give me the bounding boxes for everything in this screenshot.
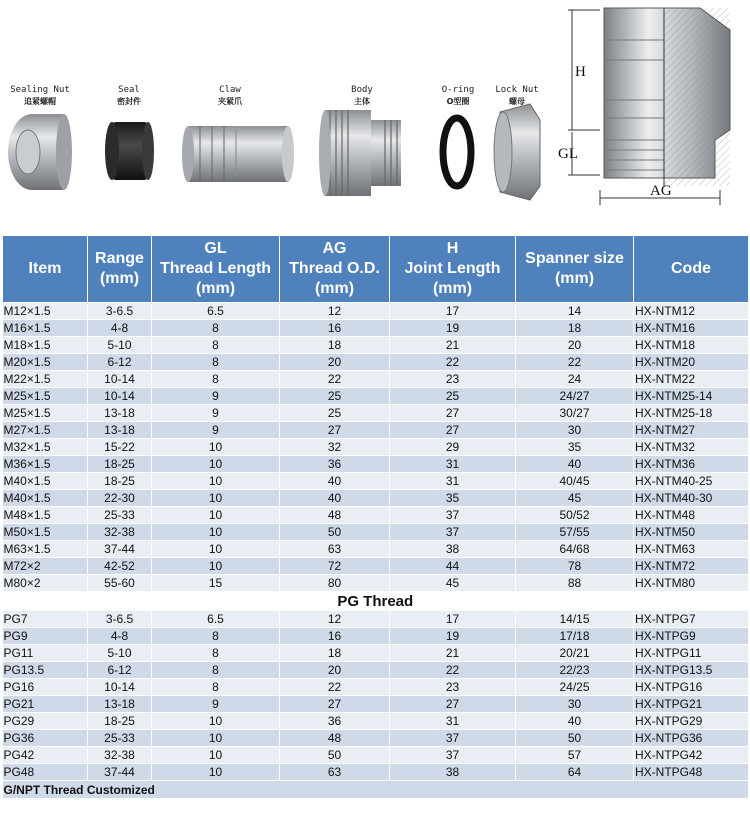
cell-spanner: 40 — [516, 713, 634, 730]
table-row — [3, 524, 749, 541]
cell-code: HX-NTM27 — [634, 422, 749, 439]
cell-gl: 10 — [152, 541, 280, 558]
cell-spanner: 24 — [516, 371, 634, 388]
o-ring-image — [443, 118, 471, 186]
cell-code: HX-NTM80 — [634, 575, 749, 592]
cell-code: HX-NTM63 — [634, 541, 749, 558]
cell-item: M27×1.5 — [3, 422, 88, 439]
cell-spanner: 64 — [516, 764, 634, 781]
cell-code: HX-NTM40-30 — [634, 490, 749, 507]
cell-code: HX-NTM32 — [634, 439, 749, 456]
table-row — [3, 490, 749, 507]
cell-code: HX-NTM25-18 — [634, 405, 749, 422]
cell-h: 23 — [390, 371, 516, 388]
technical-drawing — [558, 8, 730, 205]
cell-ag: 48 — [280, 730, 390, 747]
cell-code: HX-NTPG7 — [634, 611, 749, 628]
table-row — [3, 337, 749, 354]
cell-h: 22 — [390, 354, 516, 371]
cell-code: HX-NTM40-25 — [634, 473, 749, 490]
parts-drawing — [0, 0, 750, 234]
cell-spanner: 24/25 — [516, 679, 634, 696]
table-row — [3, 371, 749, 388]
cell-range: 10-14 — [88, 388, 152, 405]
cell-gl: 9 — [152, 388, 280, 405]
cell-item: PG21 — [3, 696, 88, 713]
cell-ag: 36 — [280, 456, 390, 473]
table-row — [3, 422, 749, 439]
cell-gl: 8 — [152, 628, 280, 645]
cell-ag: 50 — [280, 747, 390, 764]
cell-gl: 10 — [152, 524, 280, 541]
cell-h: 21 — [390, 337, 516, 354]
cell-gl: 10 — [152, 558, 280, 575]
cell-gl: 6.5 — [152, 303, 280, 320]
cell-h: 27 — [390, 422, 516, 439]
cell-spanner: 22/23 — [516, 662, 634, 679]
cell-item: M63×1.5 — [3, 541, 88, 558]
footer-note: G/NPT Thread Customized — [3, 781, 749, 799]
cell-range: 42-52 — [88, 558, 152, 575]
cell-spanner: 18 — [516, 320, 634, 337]
cell-item: M50×1.5 — [3, 524, 88, 541]
cell-item: PG13.5 — [3, 662, 88, 679]
cell-item: M25×1.5 — [3, 405, 88, 422]
cell-h: 17 — [390, 303, 516, 320]
cell-spanner: 20/21 — [516, 645, 634, 662]
cell-item: M80×2 — [3, 575, 88, 592]
cell-h: 37 — [390, 747, 516, 764]
part-name-en: Seal — [118, 85, 140, 95]
cell-h: 45 — [390, 575, 516, 592]
cell-h: 37 — [390, 507, 516, 524]
table-row — [3, 730, 749, 747]
cell-ag: 22 — [280, 679, 390, 696]
cell-item: PG29 — [3, 713, 88, 730]
cell-range: 55-60 — [88, 575, 152, 592]
pg-section — [3, 592, 749, 611]
part-name-en: O-ring — [441, 85, 475, 95]
cell-range: 5-10 — [88, 337, 152, 354]
cell-h: 23 — [390, 679, 516, 696]
cell-spanner: 14 — [516, 303, 634, 320]
table-row — [3, 303, 749, 320]
cell-spanner: 64/68 — [516, 541, 634, 558]
table-row — [3, 628, 749, 645]
header-spanner: Spanner size (mm) — [516, 236, 634, 303]
cell-ag: 20 — [280, 662, 390, 679]
cell-gl: 10 — [152, 473, 280, 490]
cell-item: PG16 — [3, 679, 88, 696]
table-row — [3, 679, 749, 696]
cell-code: HX-NTM12 — [634, 303, 749, 320]
cell-item: M16×1.5 — [3, 320, 88, 337]
table-row — [3, 611, 749, 628]
dim-label-h: H — [575, 64, 586, 80]
cell-code: HX-NTPG42 — [634, 747, 749, 764]
cell-ag: 12 — [280, 303, 390, 320]
pg-rows — [3, 611, 749, 781]
part-name-zh: 夹紧爪 — [218, 97, 242, 106]
table-row — [3, 473, 749, 490]
cell-item: PG11 — [3, 645, 88, 662]
table-row — [3, 696, 749, 713]
cell-ag: 25 — [280, 405, 390, 422]
cell-code: HX-NTM16 — [634, 320, 749, 337]
sealing-nut-image — [8, 114, 72, 190]
cell-item: M12×1.5 — [3, 303, 88, 320]
cell-spanner: 30 — [516, 422, 634, 439]
cell-range: 18-25 — [88, 473, 152, 490]
table-row — [3, 456, 749, 473]
cell-spanner: 24/27 — [516, 388, 634, 405]
header-h: H Joint Length (mm) — [390, 236, 516, 303]
header-code: Code — [634, 236, 749, 303]
cell-h: 37 — [390, 730, 516, 747]
table-row — [3, 747, 749, 764]
cell-item: M18×1.5 — [3, 337, 88, 354]
cell-h: 35 — [390, 490, 516, 507]
cell-h: 25 — [390, 388, 516, 405]
cell-spanner: 50/52 — [516, 507, 634, 524]
cell-code: HX-NTPG16 — [634, 679, 749, 696]
cell-code: HX-NTPG36 — [634, 730, 749, 747]
cell-range: 3-6.5 — [88, 303, 152, 320]
cell-item: M36×1.5 — [3, 456, 88, 473]
cell-range: 4-8 — [88, 628, 152, 645]
cell-ag: 27 — [280, 696, 390, 713]
cell-h: 38 — [390, 541, 516, 558]
cell-h: 31 — [390, 713, 516, 730]
cell-gl: 8 — [152, 679, 280, 696]
table-row — [3, 764, 749, 781]
cell-code: HX-NTPG48 — [634, 764, 749, 781]
cell-ag: 40 — [280, 473, 390, 490]
cell-range: 6-12 — [88, 662, 152, 679]
cell-ag: 18 — [280, 645, 390, 662]
footer-row — [3, 781, 749, 799]
cell-range: 6-12 — [88, 354, 152, 371]
cell-gl: 9 — [152, 422, 280, 439]
table-row — [3, 405, 749, 422]
cell-range: 13-18 — [88, 405, 152, 422]
pg-section-title-row — [3, 592, 749, 611]
cell-item: PG36 — [3, 730, 88, 747]
cell-spanner: 45 — [516, 490, 634, 507]
lock-nut-image — [494, 104, 540, 200]
cell-spanner: 30 — [516, 696, 634, 713]
cell-gl: 10 — [152, 730, 280, 747]
cell-spanner: 40/45 — [516, 473, 634, 490]
product-illustration-area — [0, 0, 750, 234]
cell-ag: 80 — [280, 575, 390, 592]
part-name-zh: 密封件 — [117, 97, 141, 106]
cell-code: HX-NTM50 — [634, 524, 749, 541]
cell-spanner: 14/15 — [516, 611, 634, 628]
pg-section-title: PG Thread — [3, 592, 749, 611]
cell-ag: 18 — [280, 337, 390, 354]
cell-h: 27 — [390, 405, 516, 422]
cell-range: 15-22 — [88, 439, 152, 456]
cell-spanner: 22 — [516, 354, 634, 371]
cell-code: HX-NTM18 — [634, 337, 749, 354]
cell-ag: 36 — [280, 713, 390, 730]
cell-item: PG42 — [3, 747, 88, 764]
cell-item: PG48 — [3, 764, 88, 781]
cell-gl: 8 — [152, 645, 280, 662]
cell-code: HX-NTM25-14 — [634, 388, 749, 405]
cell-range: 37-44 — [88, 764, 152, 781]
table-row — [3, 713, 749, 730]
cell-range: 4-8 — [88, 320, 152, 337]
cell-h: 31 — [390, 473, 516, 490]
cell-spanner: 57/55 — [516, 524, 634, 541]
cell-range: 32-38 — [88, 747, 152, 764]
cell-spanner: 88 — [516, 575, 634, 592]
cell-range: 3-6.5 — [88, 611, 152, 628]
cell-spanner: 40 — [516, 456, 634, 473]
cell-h: 44 — [390, 558, 516, 575]
cell-h: 27 — [390, 696, 516, 713]
cell-spanner: 35 — [516, 439, 634, 456]
cell-range: 25-33 — [88, 507, 152, 524]
cell-range: 22-30 — [88, 490, 152, 507]
cell-gl: 10 — [152, 747, 280, 764]
cell-h: 38 — [390, 764, 516, 781]
table-row — [3, 320, 749, 337]
cell-ag: 50 — [280, 524, 390, 541]
cell-ag: 63 — [280, 541, 390, 558]
claw-image — [182, 126, 294, 182]
part-name-zh: 主体 — [354, 97, 370, 106]
cell-spanner: 20 — [516, 337, 634, 354]
table-row — [3, 662, 749, 679]
part-name-en: Body — [351, 85, 373, 95]
cell-gl: 10 — [152, 507, 280, 524]
cell-item: M40×1.5 — [3, 490, 88, 507]
body-image — [319, 110, 401, 196]
cell-h: 37 — [390, 524, 516, 541]
cell-gl: 10 — [152, 439, 280, 456]
cell-code: HX-NTPG29 — [634, 713, 749, 730]
cell-item: PG9 — [3, 628, 88, 645]
part-name-zh: O型圈 — [446, 97, 470, 106]
cell-range: 18-25 — [88, 456, 152, 473]
cell-h: 19 — [390, 628, 516, 645]
cell-range: 5-10 — [88, 645, 152, 662]
cell-ag: 32 — [280, 439, 390, 456]
cell-range: 13-18 — [88, 422, 152, 439]
cell-gl: 8 — [152, 337, 280, 354]
cell-item: M25×1.5 — [3, 388, 88, 405]
spec-table — [2, 235, 749, 799]
dim-label-gl: GL — [558, 146, 578, 162]
table-row — [3, 388, 749, 405]
cell-ag: 72 — [280, 558, 390, 575]
cell-code: HX-NTM36 — [634, 456, 749, 473]
cell-range: 10-14 — [88, 679, 152, 696]
cell-gl: 8 — [152, 662, 280, 679]
part-name-zh: 螺母 — [509, 97, 525, 106]
cell-gl: 8 — [152, 320, 280, 337]
cell-gl: 8 — [152, 354, 280, 371]
cell-ag: 12 — [280, 611, 390, 628]
part-name-zh: 追紧螺帽 — [24, 97, 56, 106]
cell-gl: 6.5 — [152, 611, 280, 628]
cell-ag: 63 — [280, 764, 390, 781]
dim-label-ag: AG — [650, 183, 672, 199]
cell-item: PG7 — [3, 611, 88, 628]
cell-gl: 15 — [152, 575, 280, 592]
table-row — [3, 439, 749, 456]
cell-range: 10-14 — [88, 371, 152, 388]
cell-code: HX-NTM48 — [634, 507, 749, 524]
cell-range: 13-18 — [88, 696, 152, 713]
cell-h: 21 — [390, 645, 516, 662]
cell-gl: 10 — [152, 490, 280, 507]
cell-item: M72×2 — [3, 558, 88, 575]
seal-image — [105, 122, 154, 180]
cell-ag: 16 — [280, 320, 390, 337]
cell-h: 19 — [390, 320, 516, 337]
cell-item: M22×1.5 — [3, 371, 88, 388]
cell-gl: 9 — [152, 405, 280, 422]
cell-ag: 16 — [280, 628, 390, 645]
part-name-en: Sealing Nut — [10, 85, 70, 95]
header-range: Range (mm) — [88, 236, 152, 303]
cell-spanner: 17/18 — [516, 628, 634, 645]
cell-spanner: 30/27 — [516, 405, 634, 422]
cell-ag: 27 — [280, 422, 390, 439]
cell-code: HX-NTM72 — [634, 558, 749, 575]
cell-ag: 25 — [280, 388, 390, 405]
cell-item: M48×1.5 — [3, 507, 88, 524]
cell-item: M20×1.5 — [3, 354, 88, 371]
cell-ag: 20 — [280, 354, 390, 371]
cell-gl: 10 — [152, 456, 280, 473]
table-row — [3, 354, 749, 371]
cell-ag: 48 — [280, 507, 390, 524]
cell-ag: 22 — [280, 371, 390, 388]
table-row — [3, 541, 749, 558]
cell-code: HX-NTM20 — [634, 354, 749, 371]
cell-gl: 10 — [152, 764, 280, 781]
cell-code: HX-NTPG9 — [634, 628, 749, 645]
cell-item: M40×1.5 — [3, 473, 88, 490]
cell-range: 18-25 — [88, 713, 152, 730]
table-row — [3, 575, 749, 592]
cell-h: 17 — [390, 611, 516, 628]
cell-code: HX-NTPG11 — [634, 645, 749, 662]
cell-gl: 9 — [152, 696, 280, 713]
cell-range: 32-38 — [88, 524, 152, 541]
cell-ag: 40 — [280, 490, 390, 507]
header-gl: GL Thread Length (mm) — [152, 236, 280, 303]
table-row — [3, 507, 749, 524]
cell-gl: 10 — [152, 713, 280, 730]
cell-range: 25-33 — [88, 730, 152, 747]
cell-h: 29 — [390, 439, 516, 456]
cell-h: 22 — [390, 662, 516, 679]
part-name-en: Lock Nut — [495, 85, 539, 95]
header-ag: AG Thread O.D. (mm) — [280, 236, 390, 303]
table-row — [3, 645, 749, 662]
part-name-en: Claw — [219, 85, 241, 95]
cell-code: HX-NTPG21 — [634, 696, 749, 713]
cell-code: HX-NTPG13.5 — [634, 662, 749, 679]
cell-item: M32×1.5 — [3, 439, 88, 456]
cell-code: HX-NTM22 — [634, 371, 749, 388]
table-row — [3, 558, 749, 575]
metric-rows — [3, 303, 749, 592]
cell-h: 31 — [390, 456, 516, 473]
cell-range: 37-44 — [88, 541, 152, 558]
cell-spanner: 78 — [516, 558, 634, 575]
table-header-row — [3, 236, 749, 303]
header-item: Item — [3, 236, 88, 303]
cell-gl: 8 — [152, 371, 280, 388]
cell-spanner: 50 — [516, 730, 634, 747]
cell-spanner: 57 — [516, 747, 634, 764]
